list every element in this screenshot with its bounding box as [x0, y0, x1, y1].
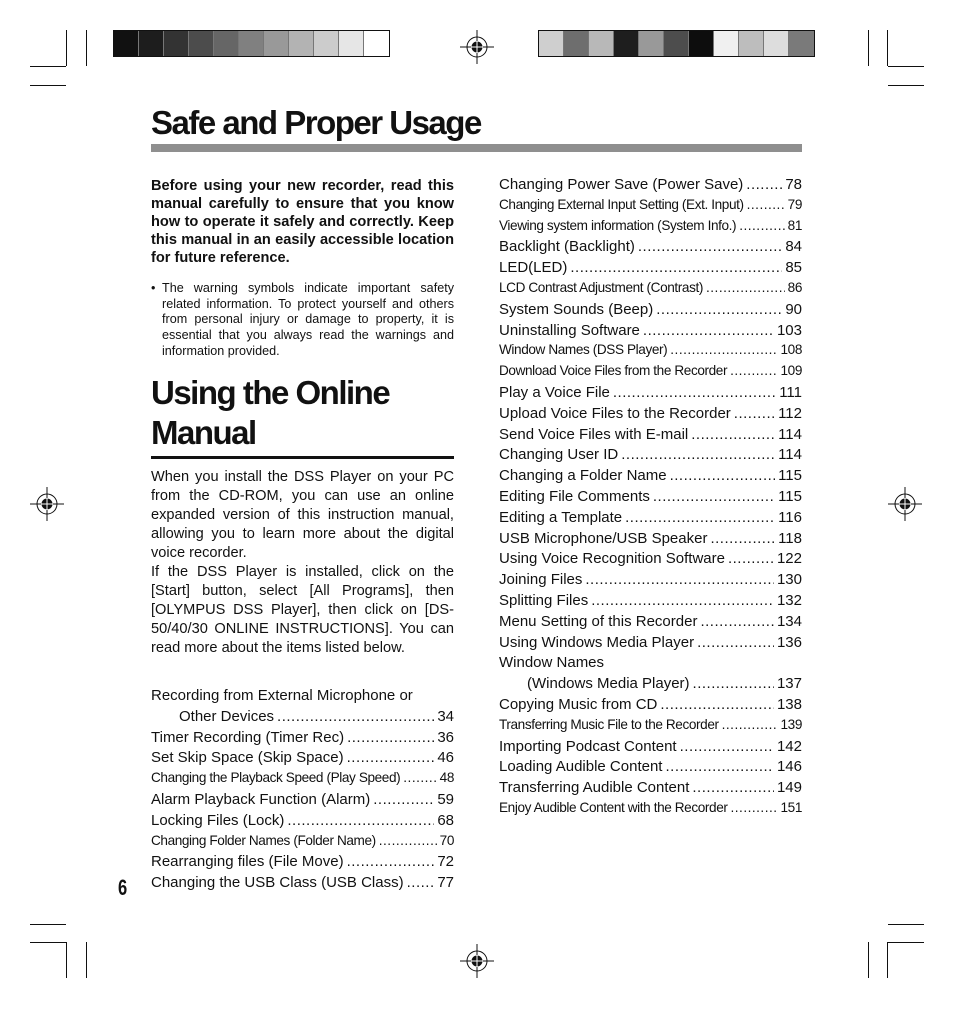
toc-entry — [499, 571, 802, 592]
color-swatch — [639, 31, 664, 56]
toc-leader-dots — [591, 592, 774, 609]
toc-entry-page: 136 — [776, 633, 802, 651]
toc-entry — [151, 833, 454, 854]
toc-entry-title: Recording from External Microphone or — [151, 687, 413, 704]
color-swatch — [214, 31, 239, 56]
toc-entry-title: LCD Contrast Adjustment (Contrast) — [499, 279, 703, 295]
toc-entry-page: 118 — [778, 529, 802, 547]
toc-entry — [499, 301, 802, 322]
toc-entry-page: 90 — [785, 300, 802, 318]
toc-entry — [151, 749, 454, 770]
toc-entry-title: Changing the USB Class (USB Class) — [151, 874, 404, 892]
toc-entry — [499, 550, 802, 571]
toc-leader-dots — [722, 717, 778, 732]
toc-entry-page: 103 — [776, 321, 802, 339]
toc-entry — [499, 176, 802, 197]
toc-entry-title: Download Voice Files from the Recorder — [499, 363, 728, 379]
online-manual-paragraph-1: When you install the DSS Player on your PC from the CD-ROM, you can use an online expanded version of this instruction manual, allowing you to learn more about the digital voice recorder. — [151, 469, 454, 561]
toc-entry — [151, 853, 454, 874]
toc-entry-title: Splitting Files — [499, 591, 589, 609]
toc-entry-page: 130 — [776, 571, 802, 589]
toc-entry-title: Importing Podcast Content — [499, 737, 677, 755]
toc-entry-title: Editing a Template — [499, 508, 623, 526]
section-title-line-1: Using the Online — [151, 374, 390, 411]
toc-entry-title: Menu Setting of this Recorder — [499, 612, 698, 630]
toc-leader-dots — [347, 853, 435, 870]
toc-entry-title: LED(LED) — [499, 259, 568, 277]
toc-right — [499, 176, 802, 821]
toc-entry-title: Other Devices — [179, 707, 275, 725]
toc-entry-title: Changing Folder Names (Folder Name) — [151, 832, 376, 848]
toc-entry — [499, 363, 802, 384]
toc-leader-dots — [691, 426, 775, 443]
toc-leader-dots — [730, 800, 777, 815]
toc-entry — [499, 322, 802, 343]
toc-entry-page: 142 — [776, 737, 802, 755]
toc-entry-title: Upload Voice Files to the Recorder — [499, 404, 731, 422]
toc-entry — [499, 488, 802, 509]
toc-entry — [499, 405, 802, 426]
color-swatch — [364, 31, 389, 56]
toc-entry — [151, 874, 454, 895]
color-swatch — [314, 31, 339, 56]
toc-entry — [499, 696, 802, 717]
toc-entry — [499, 779, 802, 800]
toc-entry-title: USB Microphone/USB Speaker — [499, 529, 708, 547]
toc-entry-title: Changing Power Save (Power Save) — [499, 176, 744, 193]
toc-entry-title: Backlight (Backlight) — [499, 238, 635, 256]
toc-leader-dots — [746, 176, 782, 193]
color-swatch — [589, 31, 614, 56]
toc-entry-title: Timer Recording (Timer Rec) — [151, 728, 345, 746]
toc-entry-page: 138 — [776, 695, 802, 713]
section-title-safe-usage: Safe and Proper Usage — [151, 104, 481, 141]
color-swatch — [614, 31, 639, 56]
section-title-line-2: Manual — [151, 414, 256, 451]
toc-entry-title: Window Names (DSS Player) — [499, 342, 668, 358]
color-swatch — [664, 31, 689, 56]
online-manual-paragraph-2: If the DSS Player is installed, click on the [Start] button, select [All Programs], then [OLYMPUS DSS Player], then click on [DS-50/40/30 ONLINE INSTRUCTIONS]. You can read more about the items listed below. — [151, 564, 454, 656]
toc-entry-page: 77 — [437, 874, 454, 892]
toc-entry — [499, 654, 802, 675]
toc-entry-page: 72 — [437, 853, 454, 871]
color-swatch — [264, 31, 289, 56]
toc-entry-title: Using Windows Media Player — [499, 633, 695, 651]
toc-entry-title: Uninstalling Software — [499, 321, 640, 339]
toc-entry-title: Window Names — [499, 654, 605, 672]
color-swatch — [289, 31, 314, 56]
toc-entry-page: 149 — [776, 779, 802, 797]
color-swatch — [189, 31, 214, 56]
toc-entry — [499, 717, 802, 738]
toc-entry-title: Loading Audible Content — [499, 758, 663, 776]
toc-entry-title: Joining Files — [499, 571, 583, 589]
toc-entry-page: 151 — [780, 799, 802, 815]
toc-entry-page: 146 — [776, 758, 802, 776]
toc-leader-dots — [692, 779, 774, 796]
toc-leader-dots — [570, 259, 782, 276]
toc-entry-page: 34 — [437, 707, 454, 725]
toc-entry-title: Viewing system information (System Info.) — [499, 217, 737, 233]
toc-entry-page: 46 — [437, 749, 454, 767]
toc-entry-title: Transferring Audible Content — [499, 779, 690, 797]
toc-leader-dots — [287, 812, 434, 829]
toc-entry — [499, 738, 802, 759]
toc-entry-page: 59 — [437, 790, 454, 808]
toc-entry — [499, 613, 802, 634]
toc-leader-dots — [613, 384, 776, 401]
section-title-online-manual — [151, 373, 389, 453]
toc-entry — [499, 634, 802, 655]
toc-entry — [499, 758, 802, 779]
toc-entry-page: 108 — [780, 342, 802, 358]
toc-entry-page: 137 — [776, 675, 802, 693]
toc-entry-title: Rearranging files (File Move) — [151, 853, 344, 871]
toc-entry — [499, 384, 802, 405]
toc-entry-title: Changing the Playback Speed (Play Speed) — [151, 770, 401, 786]
toc-entry — [499, 218, 802, 239]
color-swatch — [539, 31, 564, 56]
toc-entry-page: 115 — [778, 467, 802, 485]
toc-leader-dots — [625, 509, 775, 526]
warning-bullet — [151, 281, 454, 360]
color-swatch — [689, 31, 714, 56]
color-swatch — [239, 31, 264, 56]
color-swatch — [764, 31, 789, 56]
toc-entry-page: 115 — [778, 487, 802, 505]
toc-leader-dots — [670, 467, 775, 484]
toc-entry-page: 114 — [778, 425, 802, 443]
toc-leader-dots — [700, 613, 774, 630]
toc-leader-dots — [379, 833, 437, 848]
toc-entry-page: 36 — [437, 728, 454, 746]
toc-entry-title: Alarm Playback Function (Alarm) — [151, 790, 371, 808]
color-swatch — [789, 31, 814, 56]
color-swatch — [739, 31, 764, 56]
toc-entry — [151, 687, 454, 708]
toc-leader-dots — [277, 708, 434, 725]
toc-entry — [499, 238, 802, 259]
toc-entry-title: Using Voice Recognition Software — [499, 550, 725, 568]
toc-entry — [499, 197, 802, 218]
toc-entry — [499, 426, 802, 447]
toc-entry-title: Editing File Comments — [499, 487, 650, 505]
toc-entry-page: 122 — [776, 550, 802, 568]
toc-entry-page: 86 — [787, 279, 802, 295]
toc-leader-dots — [373, 791, 434, 808]
toc-leader-dots — [693, 675, 774, 692]
toc-leader-dots — [734, 405, 775, 422]
toc-entry — [499, 530, 802, 551]
toc-leader-dots — [697, 634, 774, 651]
toc-leader-dots — [728, 550, 774, 567]
toc-left — [151, 687, 454, 895]
toc-entry-title: Send Voice Files with E-mail — [499, 425, 689, 443]
toc-leader-dots — [670, 342, 777, 357]
toc-leader-dots — [710, 530, 775, 547]
toc-leader-dots — [407, 874, 435, 891]
toc-entry-page: 68 — [437, 811, 454, 829]
title-rule — [151, 144, 802, 152]
toc-entry-page: 109 — [780, 363, 802, 379]
toc-entry — [151, 812, 454, 833]
toc-leader-dots — [643, 322, 774, 339]
color-bar-left — [113, 30, 390, 57]
toc-entry — [151, 708, 454, 729]
toc-entry-page: 81 — [787, 217, 802, 233]
toc-leader-dots — [665, 758, 773, 775]
toc-leader-dots — [347, 749, 435, 766]
toc-entry-page: 112 — [778, 404, 802, 422]
toc-leader-dots — [660, 696, 774, 713]
toc-entry — [499, 675, 802, 696]
registration-mark-icon — [888, 487, 922, 521]
toc-entry-title: Locking Files (Lock) — [151, 811, 285, 829]
registration-mark-icon — [460, 944, 494, 978]
warning-bullet-text: The warning symbols indicate important safety related information. To protect yourself and others from personal injury or damage to property, it is essential that you always read the warnings and information provided. — [162, 281, 454, 358]
toc-entry-page: 79 — [787, 196, 802, 212]
color-swatch — [164, 31, 189, 56]
toc-entry — [499, 800, 802, 821]
color-swatch — [114, 31, 139, 56]
toc-entry-page: 70 — [439, 832, 454, 848]
toc-entry-title: Changing External Input Setting (Ext. Input) — [499, 196, 744, 212]
toc-entry — [151, 729, 454, 750]
toc-entry — [499, 592, 802, 613]
toc-entry-page: 48 — [439, 770, 454, 786]
toc-entry — [499, 509, 802, 530]
toc-leader-dots — [585, 571, 774, 588]
toc-entry-title: Enjoy Audible Content with the Recorder — [499, 799, 728, 815]
toc-entry-page: 134 — [776, 612, 802, 630]
toc-entry-page: 84 — [785, 238, 802, 256]
bullet-dot: • — [151, 281, 156, 295]
registration-mark-icon — [30, 487, 64, 521]
toc-entry-page: 116 — [778, 508, 802, 526]
page-number: 6 — [118, 875, 128, 900]
toc-entry-page: 85 — [785, 259, 802, 277]
toc-entry — [499, 467, 802, 488]
toc-entry-page: 114 — [778, 446, 802, 464]
toc-leader-dots — [656, 301, 782, 318]
toc-leader-dots — [653, 488, 775, 505]
intro-paragraph: Before using your new recorder, read this manual carefully to ensure that you know how to operate it safely and correctly. Keep this manual in an easily accessible location for future reference. — [151, 178, 454, 266]
section-rule — [151, 456, 454, 459]
toc-leader-dots — [747, 197, 785, 212]
toc-entry-page: 132 — [776, 591, 802, 609]
toc-entry — [499, 280, 802, 301]
toc-entry-page: 111 — [779, 383, 802, 401]
toc-leader-dots — [621, 446, 775, 463]
toc-leader-dots — [730, 363, 777, 378]
registration-mark-icon — [460, 30, 494, 64]
toc-entry-title: Copying Music from CD — [499, 695, 658, 713]
toc-entry-title: System Sounds (Beep) — [499, 300, 654, 318]
toc-leader-dots — [739, 218, 784, 233]
color-swatch — [139, 31, 164, 56]
color-swatch — [339, 31, 364, 56]
toc-entry-title: Play a Voice File — [499, 383, 610, 401]
toc-leader-dots — [347, 729, 434, 746]
toc-leader-dots — [706, 280, 785, 295]
toc-entry-page: 139 — [780, 716, 802, 732]
toc-entry-title: Transferring Music File to the Recorder — [499, 716, 719, 732]
toc-entry-title: Set Skip Space (Skip Space) — [151, 749, 344, 767]
toc-entry — [499, 342, 802, 363]
toc-entry-title: Changing a Folder Name — [499, 467, 667, 485]
online-manual-description — [151, 468, 454, 658]
toc-leader-dots — [680, 738, 774, 755]
toc-entry — [151, 791, 454, 812]
toc-leader-dots — [403, 770, 436, 785]
toc-entry — [499, 259, 802, 280]
toc-entry-title: (Windows Media Player) — [527, 675, 690, 693]
color-swatch — [714, 31, 739, 56]
toc-leader-dots — [638, 238, 782, 255]
toc-entry-page: 78 — [785, 176, 802, 193]
color-swatch — [564, 31, 589, 56]
toc-entry-title: Changing User ID — [499, 446, 619, 464]
color-bar-right — [538, 30, 815, 57]
toc-entry — [151, 770, 454, 791]
toc-entry — [499, 446, 802, 467]
